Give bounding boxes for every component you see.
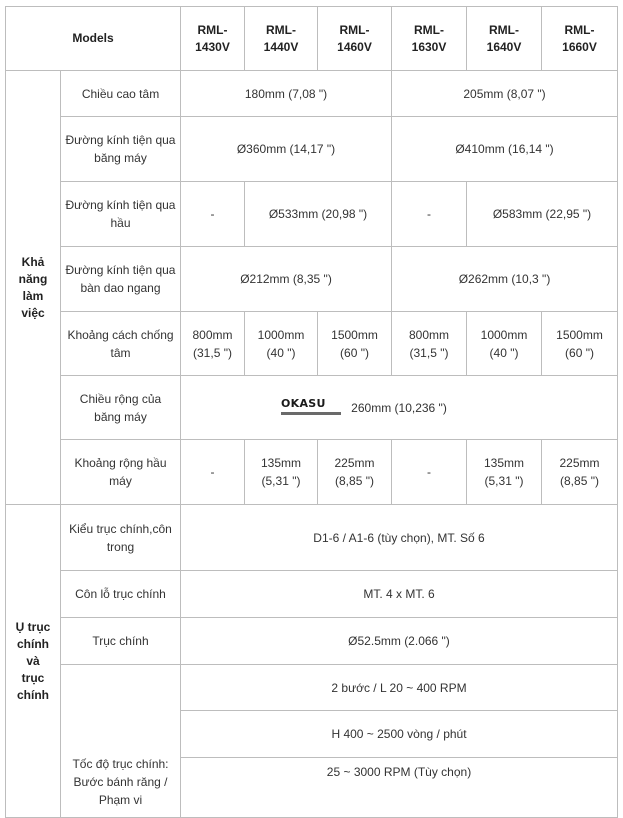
- row-label: Khoảng cách chống tâm: [61, 312, 181, 376]
- row-bed-width: [6, 376, 618, 440]
- models-header: Models: [6, 7, 181, 71]
- row-distance-between-centers: [6, 312, 618, 376]
- value-cell: Ø262mm (10,3 "): [392, 247, 618, 312]
- row-gap-width: [6, 440, 618, 505]
- value-cell: 225mm (8,85 "): [542, 440, 618, 505]
- row-swing-over-bed: [6, 117, 618, 182]
- row-spindle-speed: [6, 665, 618, 711]
- value-cell: OKASU 260mm (10,236 "): [181, 376, 618, 440]
- row-spindle-taper: [6, 571, 618, 618]
- value-cell: 2 bước / L 20 ~ 400 RPM: [181, 665, 618, 711]
- value-cell: 225mm (8,85 "): [318, 440, 392, 505]
- value-cell: D1-6 / A1-6 (tùy chọn), MT. Số 6: [181, 505, 618, 571]
- value-cell: 205mm (8,07 "): [392, 71, 618, 117]
- row-label: Đường kính tiện qua hầu: [61, 182, 181, 247]
- group-headstock-spindle: Ụ trục chính và trục chính: [6, 505, 61, 818]
- value-cell: Ø52.5mm (2.066 "): [181, 618, 618, 665]
- value-cell: 180mm (7,08 "): [181, 71, 392, 117]
- model-rml-1440v: RML- 1440V: [245, 7, 318, 71]
- model-rml-1630v: RML- 1630V: [392, 7, 467, 71]
- value-cell: Ø212mm (8,35 "): [181, 247, 392, 312]
- row-label: Đường kính tiện qua bàn dao ngang: [61, 247, 181, 312]
- value-cell: 800mm (31,5 "): [181, 312, 245, 376]
- model-rml-1460v: RML- 1460V: [318, 7, 392, 71]
- value-cell: 1500mm (60 "): [318, 312, 392, 376]
- spec-table: [5, 6, 618, 818]
- value-cell: Ø533mm (20,98 "): [245, 182, 392, 247]
- row-spindle-bore: [6, 618, 618, 665]
- value-cell: MT. 4 x MT. 6: [181, 571, 618, 618]
- row-swing-over-cross-slide: [6, 247, 618, 312]
- group-working-capacity: Khả năng làm việc: [6, 71, 61, 505]
- row-center-height: [6, 71, 618, 117]
- value-cell: 25 ~ 3000 RPM (Tùy chọn): [181, 758, 618, 818]
- row-label: Đường kính tiện qua băng máy: [61, 117, 181, 182]
- row-label: Chiều rộng của băng máy: [61, 376, 181, 440]
- row-label: Kiểu trục chính,côn trong: [61, 505, 181, 571]
- model-rml-1660v: RML- 1660V: [542, 7, 618, 71]
- row-swing-in-gap: [6, 182, 618, 247]
- row-label: Khoảng rộng hầu máy: [61, 440, 181, 505]
- value-cell: 1000mm (40 "): [245, 312, 318, 376]
- value-cell: Ø410mm (16,14 "): [392, 117, 618, 182]
- row-spindle-nose: [6, 505, 618, 571]
- value-cell: Ø360mm (14,17 "): [181, 117, 392, 182]
- value-cell: -: [392, 182, 467, 247]
- value-cell: 800mm (31,5 "): [392, 312, 467, 376]
- value-cell: 135mm (5,31 "): [467, 440, 542, 505]
- value-cell: -: [392, 440, 467, 505]
- row-label: Côn lỗ trục chính: [61, 571, 181, 618]
- value-cell: H 400 ~ 2500 vòng / phút: [181, 711, 618, 758]
- row-label: Trục chính: [61, 618, 181, 665]
- value-cell: 1000mm (40 "): [467, 312, 542, 376]
- model-rml-1430v: RML- 1430V: [181, 7, 245, 71]
- value-cell: -: [181, 440, 245, 505]
- value-cell: Ø583mm (22,95 "): [467, 182, 618, 247]
- okasu-watermark-logo: OKASU: [281, 398, 343, 418]
- value-cell: 1500mm (60 "): [542, 312, 618, 376]
- row-label: Chiều cao tâm: [61, 71, 181, 117]
- row-label: Tốc độ trục chính: Bước bánh răng / Phạm vi: [61, 665, 181, 818]
- model-rml-1640v: RML- 1640V: [467, 7, 542, 71]
- value-cell: 135mm (5,31 "): [245, 440, 318, 505]
- value-cell: -: [181, 182, 245, 247]
- header-row: [6, 7, 618, 71]
